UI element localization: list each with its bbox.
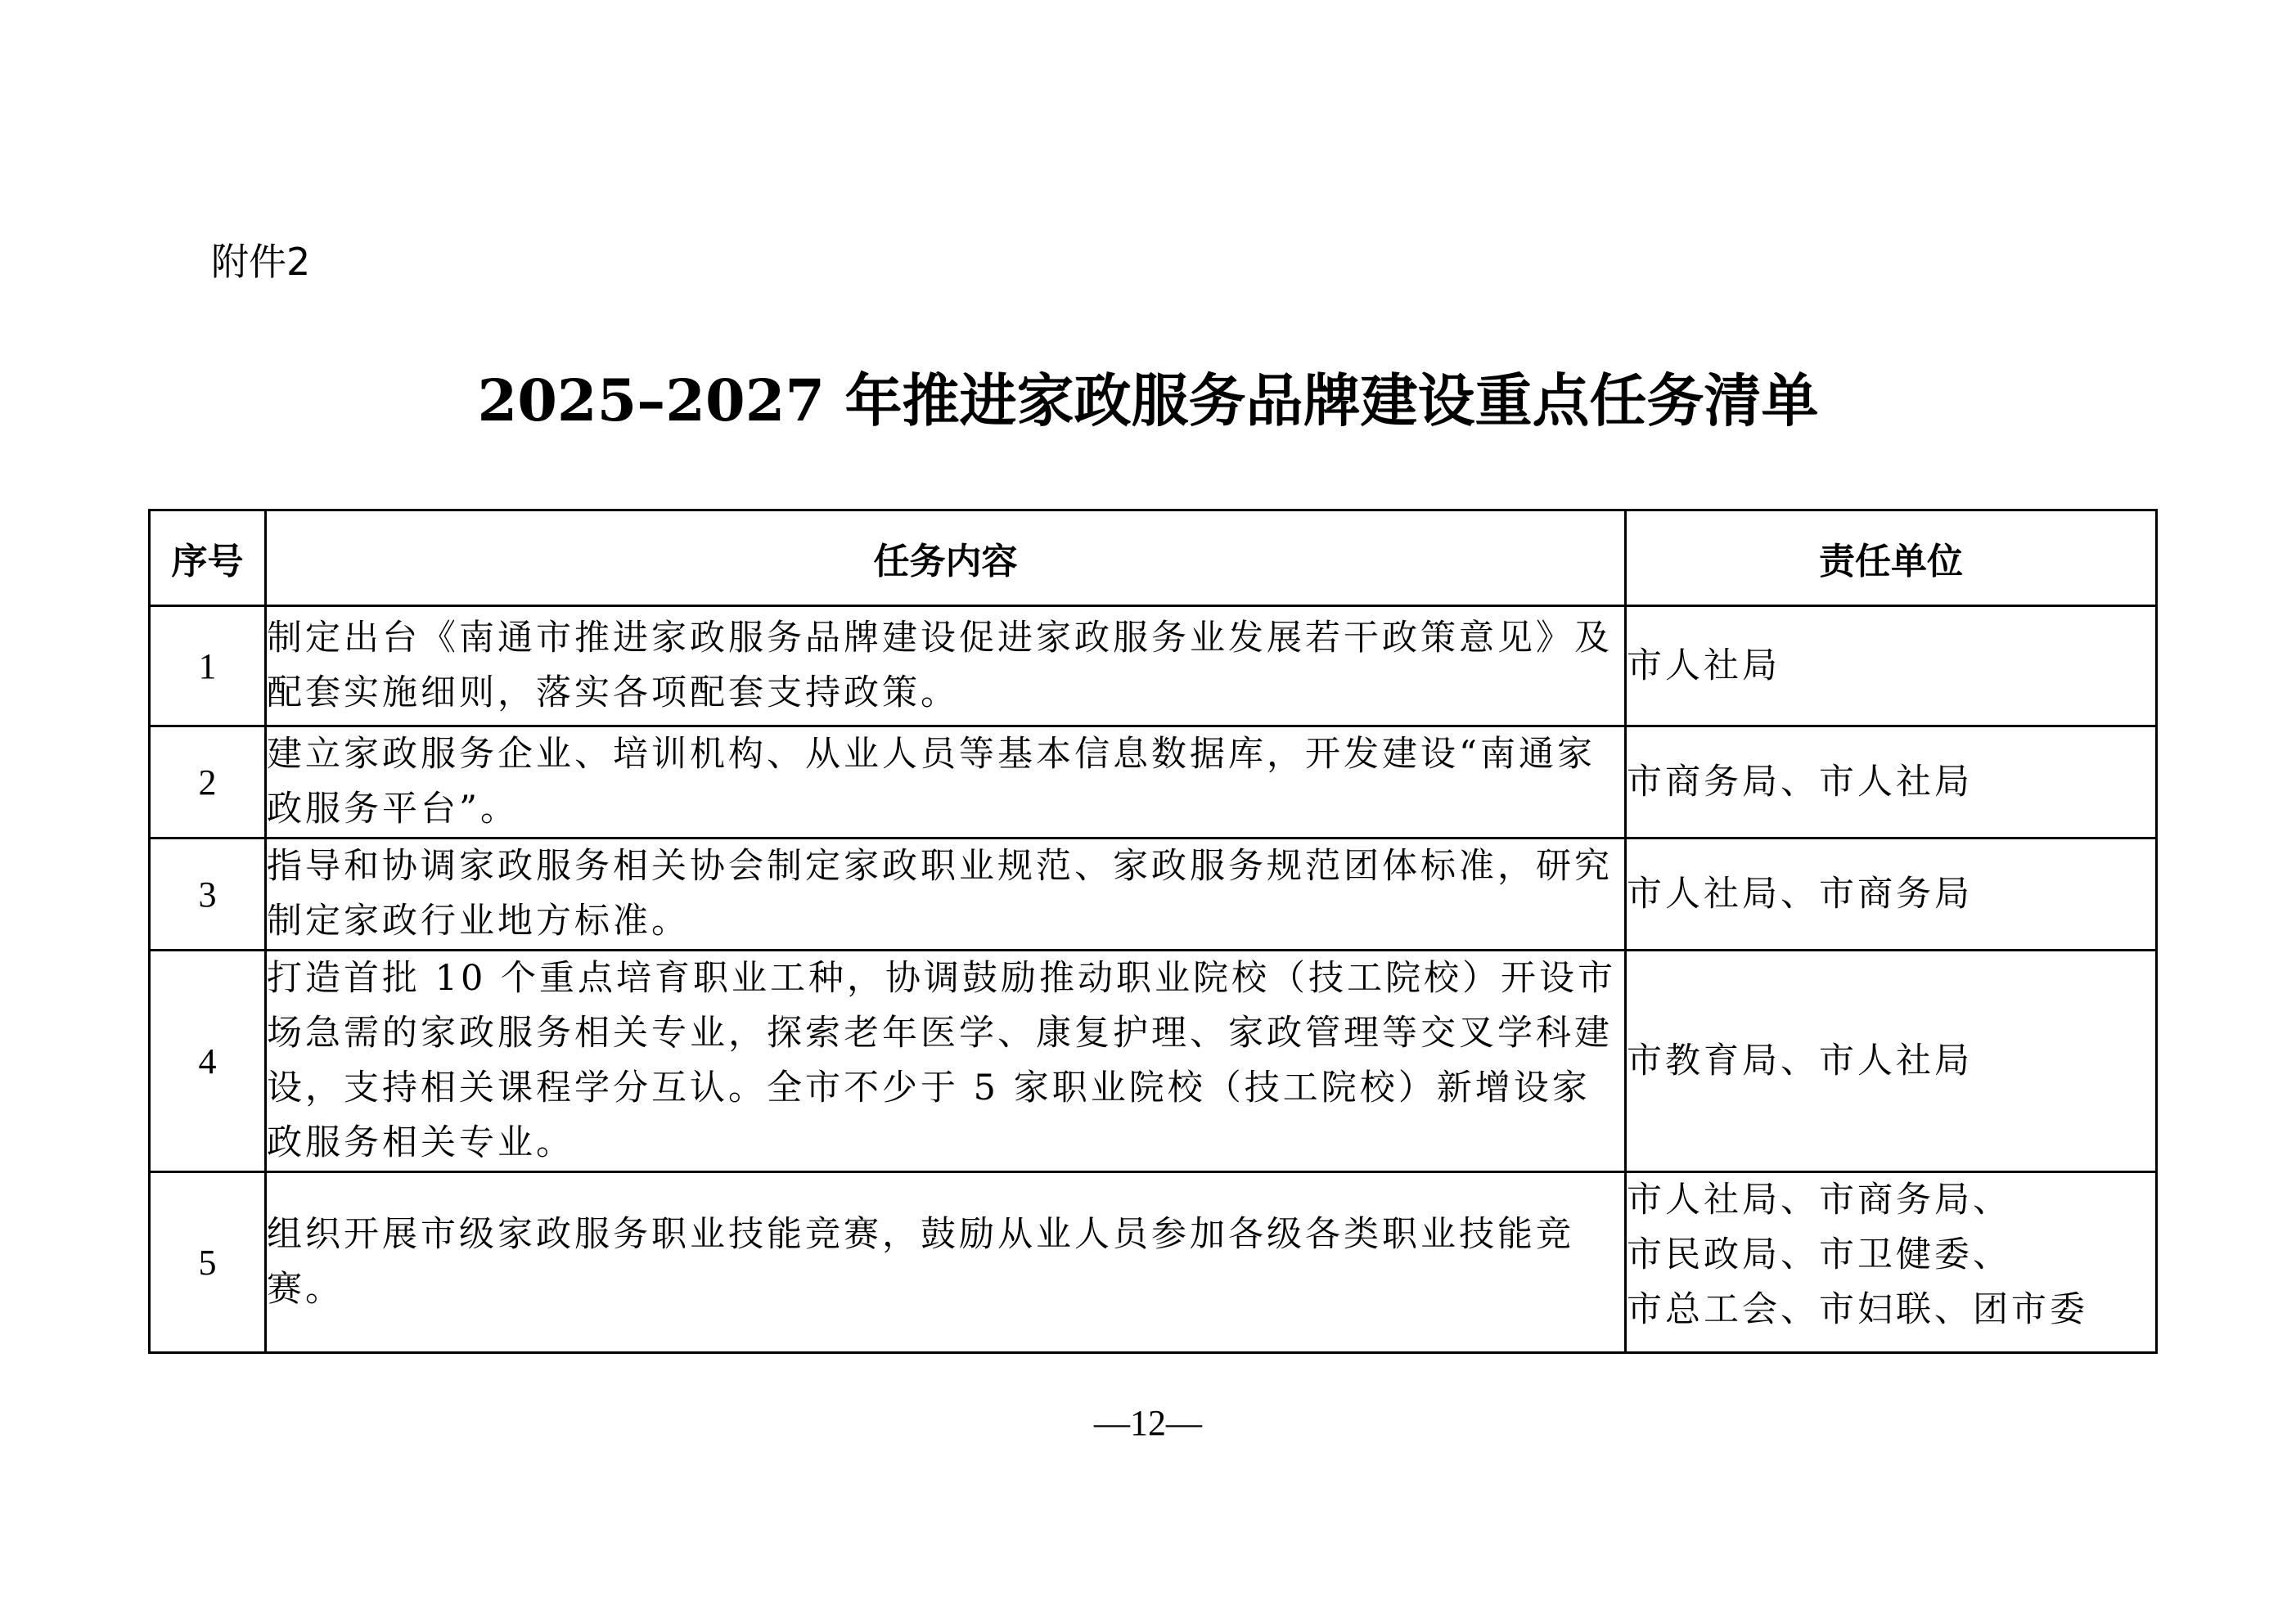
document-title: 2025–2027 年推进家政服务品牌建设重点任务清单: [477, 366, 1819, 434]
header-content: 任务内容: [266, 510, 1626, 606]
task-table: [148, 509, 2158, 1354]
table-row: [150, 726, 2157, 838]
row-number: 5: [150, 1172, 266, 1353]
table-row: [150, 606, 2157, 726]
task-content: 组织开展市级家政服务职业技能竞赛，鼓励从业人员参加各级各类职业技能竞赛。: [266, 1172, 1626, 1353]
page-number: —12—: [1094, 1403, 1202, 1443]
responsible-unit-line: 市总工会、市妇联、团市委: [1627, 1289, 2088, 1330]
responsible-unit: [1626, 1172, 2157, 1353]
task-content: 打造首批 10 个重点培育职业工种，协调鼓励推动职业院校（技工院校）开设市场急需的家政服务相关专业，探索老年医学、康复护理、家政管理等交叉学科建设，支持相关课程学分互认。全市不少于 5 家职业院校（技工院校）新增设家政服务相关专业。: [266, 951, 1626, 1172]
header-number: 序号: [150, 510, 266, 606]
row-number: 4: [150, 951, 266, 1172]
table-row: [150, 1172, 2157, 1353]
table-header-row: [150, 510, 2157, 606]
responsible-unit: 市商务局、市人社局: [1626, 726, 2157, 838]
attachment-label: 附件2: [211, 240, 311, 284]
row-number: 2: [150, 726, 266, 838]
header-unit: 责任单位: [1626, 510, 2157, 606]
responsible-unit-line: 市人社局、市商务局、: [1627, 1180, 2011, 1221]
row-number: 3: [150, 838, 266, 951]
responsible-unit: 市人社局、市商务局: [1626, 838, 2157, 951]
task-content: 建立家政服务企业、培训机构、从业人员等基本信息数据库，开发建设“南通家政服务平台”。: [266, 726, 1626, 838]
table-row: [150, 838, 2157, 951]
responsible-unit-line: 市民政局、市卫健委、: [1627, 1234, 2011, 1275]
task-content: 指导和协调家政服务相关协会制定家政职业规范、家政服务规范团体标准，研究制定家政行业地方标准。: [266, 838, 1626, 951]
table-row: [150, 951, 2157, 1172]
responsible-unit: 市教育局、市人社局: [1626, 951, 2157, 1172]
row-number: 1: [150, 606, 266, 726]
task-content: 制定出台《南通市推进家政服务品牌建设促进家政服务业发展若干政策意见》及配套实施细则，落实各项配套支持政策。: [266, 606, 1626, 726]
responsible-unit: 市人社局: [1626, 606, 2157, 726]
